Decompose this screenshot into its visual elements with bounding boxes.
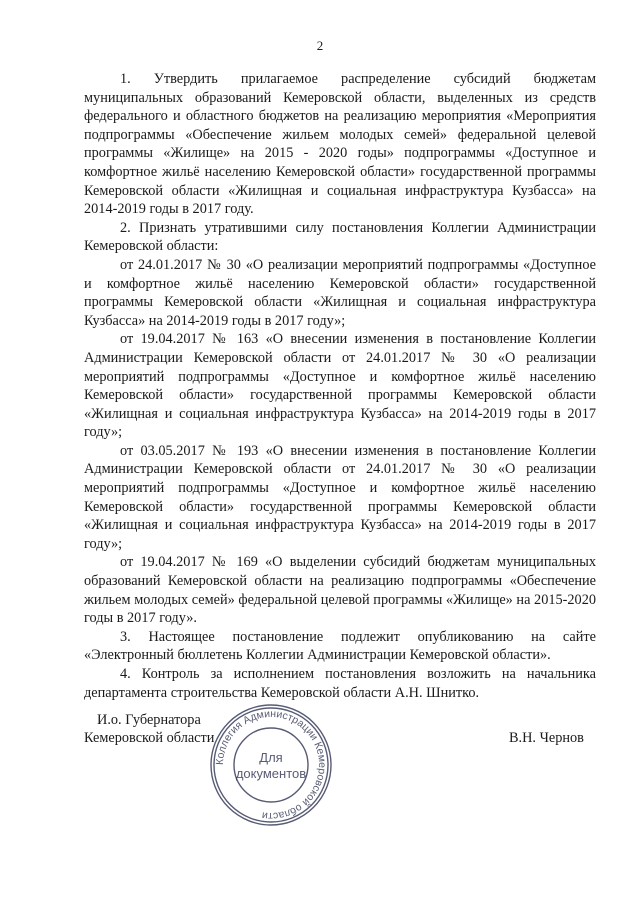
paragraph-5: от 03.05.2017 № 193 «О внесении изменения в постановление Коллегии Администрации Кемеровской области от 24.01.2017 № 30 «О реализации мероприятий подпрограммы «Доступное и комфортное жильё населению Кемеровской области» государственной программы Кемеровской области «Жилищная и социальная инфраструктура Кузбасса» на 2014-2019 годы в 2017 году»; xyxy=(84,442,596,552)
page-number: 2 xyxy=(316,38,324,53)
document-body xyxy=(84,70,596,702)
paragraph-6: от 19.04.2017 № 169 «О выделении субсидий бюджетам муниципальных образований Кемеровской области на реализацию подпрограммы «Обеспечение жильем молодых семей» федеральной целевой программы «Жилище» на 2015-2020 годы в 2017 году». xyxy=(84,554,596,627)
stamp-center-line-2: документов xyxy=(235,766,307,781)
paragraph-4: от 19.04.2017 № 163 «О внесении изменения в постановление Коллегии Администрации Кемеровской области от 24.01.2017 № 30 «О реализации мероприятий подпрограммы «Доступное и комфортное жильё населению Кемеровской области» государственной программы Кемеровской области «Жилищная и социальная инфраструктура Кузбасса» на 2014-2019 годы в 2017 году»; xyxy=(84,331,596,441)
paragraph-2: 2. Признать утратившими силу постановления Коллегии Администрации Кемеровской области: xyxy=(84,219,596,255)
signatory-title-line-1: И.о. Губернатора xyxy=(97,712,201,728)
paragraph-7: 3. Настоящее постановление подлежит опубликованию на сайте «Электронный бюллетень Коллегии Администрации Кемеровской области». xyxy=(84,628,596,664)
official-stamp xyxy=(206,700,336,830)
stamp-center-line-1: Для xyxy=(259,750,283,765)
signatory-title-line-2: Кемеровской области xyxy=(84,730,215,746)
paragraph-1: 1. Утвердить прилагаемое распределение субсидий бюджетам муниципальных образований Кемеровской области, выделенных из средств федерального и областного бюджетов на реализацию мероприятия «Мероприятия подпрограммы «Обеспечение жильем молодых семей» федеральной целевой программы «Жилище» на 2015 - 2020 годы» подпрограммы «Доступное и комфортное жильё населению Кемеровской области» государственной программы Кемеровской области «Жилищная и социальная инфраструктура Кузбасса» на 2014-2019 годы в 2017 году. xyxy=(84,71,596,218)
signatory-name: В.Н. Чернов xyxy=(509,730,584,746)
paragraph-8: 4. Контроль за исполнением постановления возложить на начальника департамента строительства Кемеровской области А.Н. Шнитко. xyxy=(84,666,596,701)
stamp-seal-icon xyxy=(206,700,336,830)
stamp-ring-text: Коллегия Администрации Кемеровской области xyxy=(213,707,329,823)
paragraph-3: от 24.01.2017 № 30 «О реализации мероприятий подпрограммы «Доступное и комфортное жильё населению Кемеровской области» государственной программы Кемеровской области «Жилищная и социальная инфраструктура Кузбасса» на 2014-2019 годы в 2017 году»; xyxy=(84,256,596,329)
